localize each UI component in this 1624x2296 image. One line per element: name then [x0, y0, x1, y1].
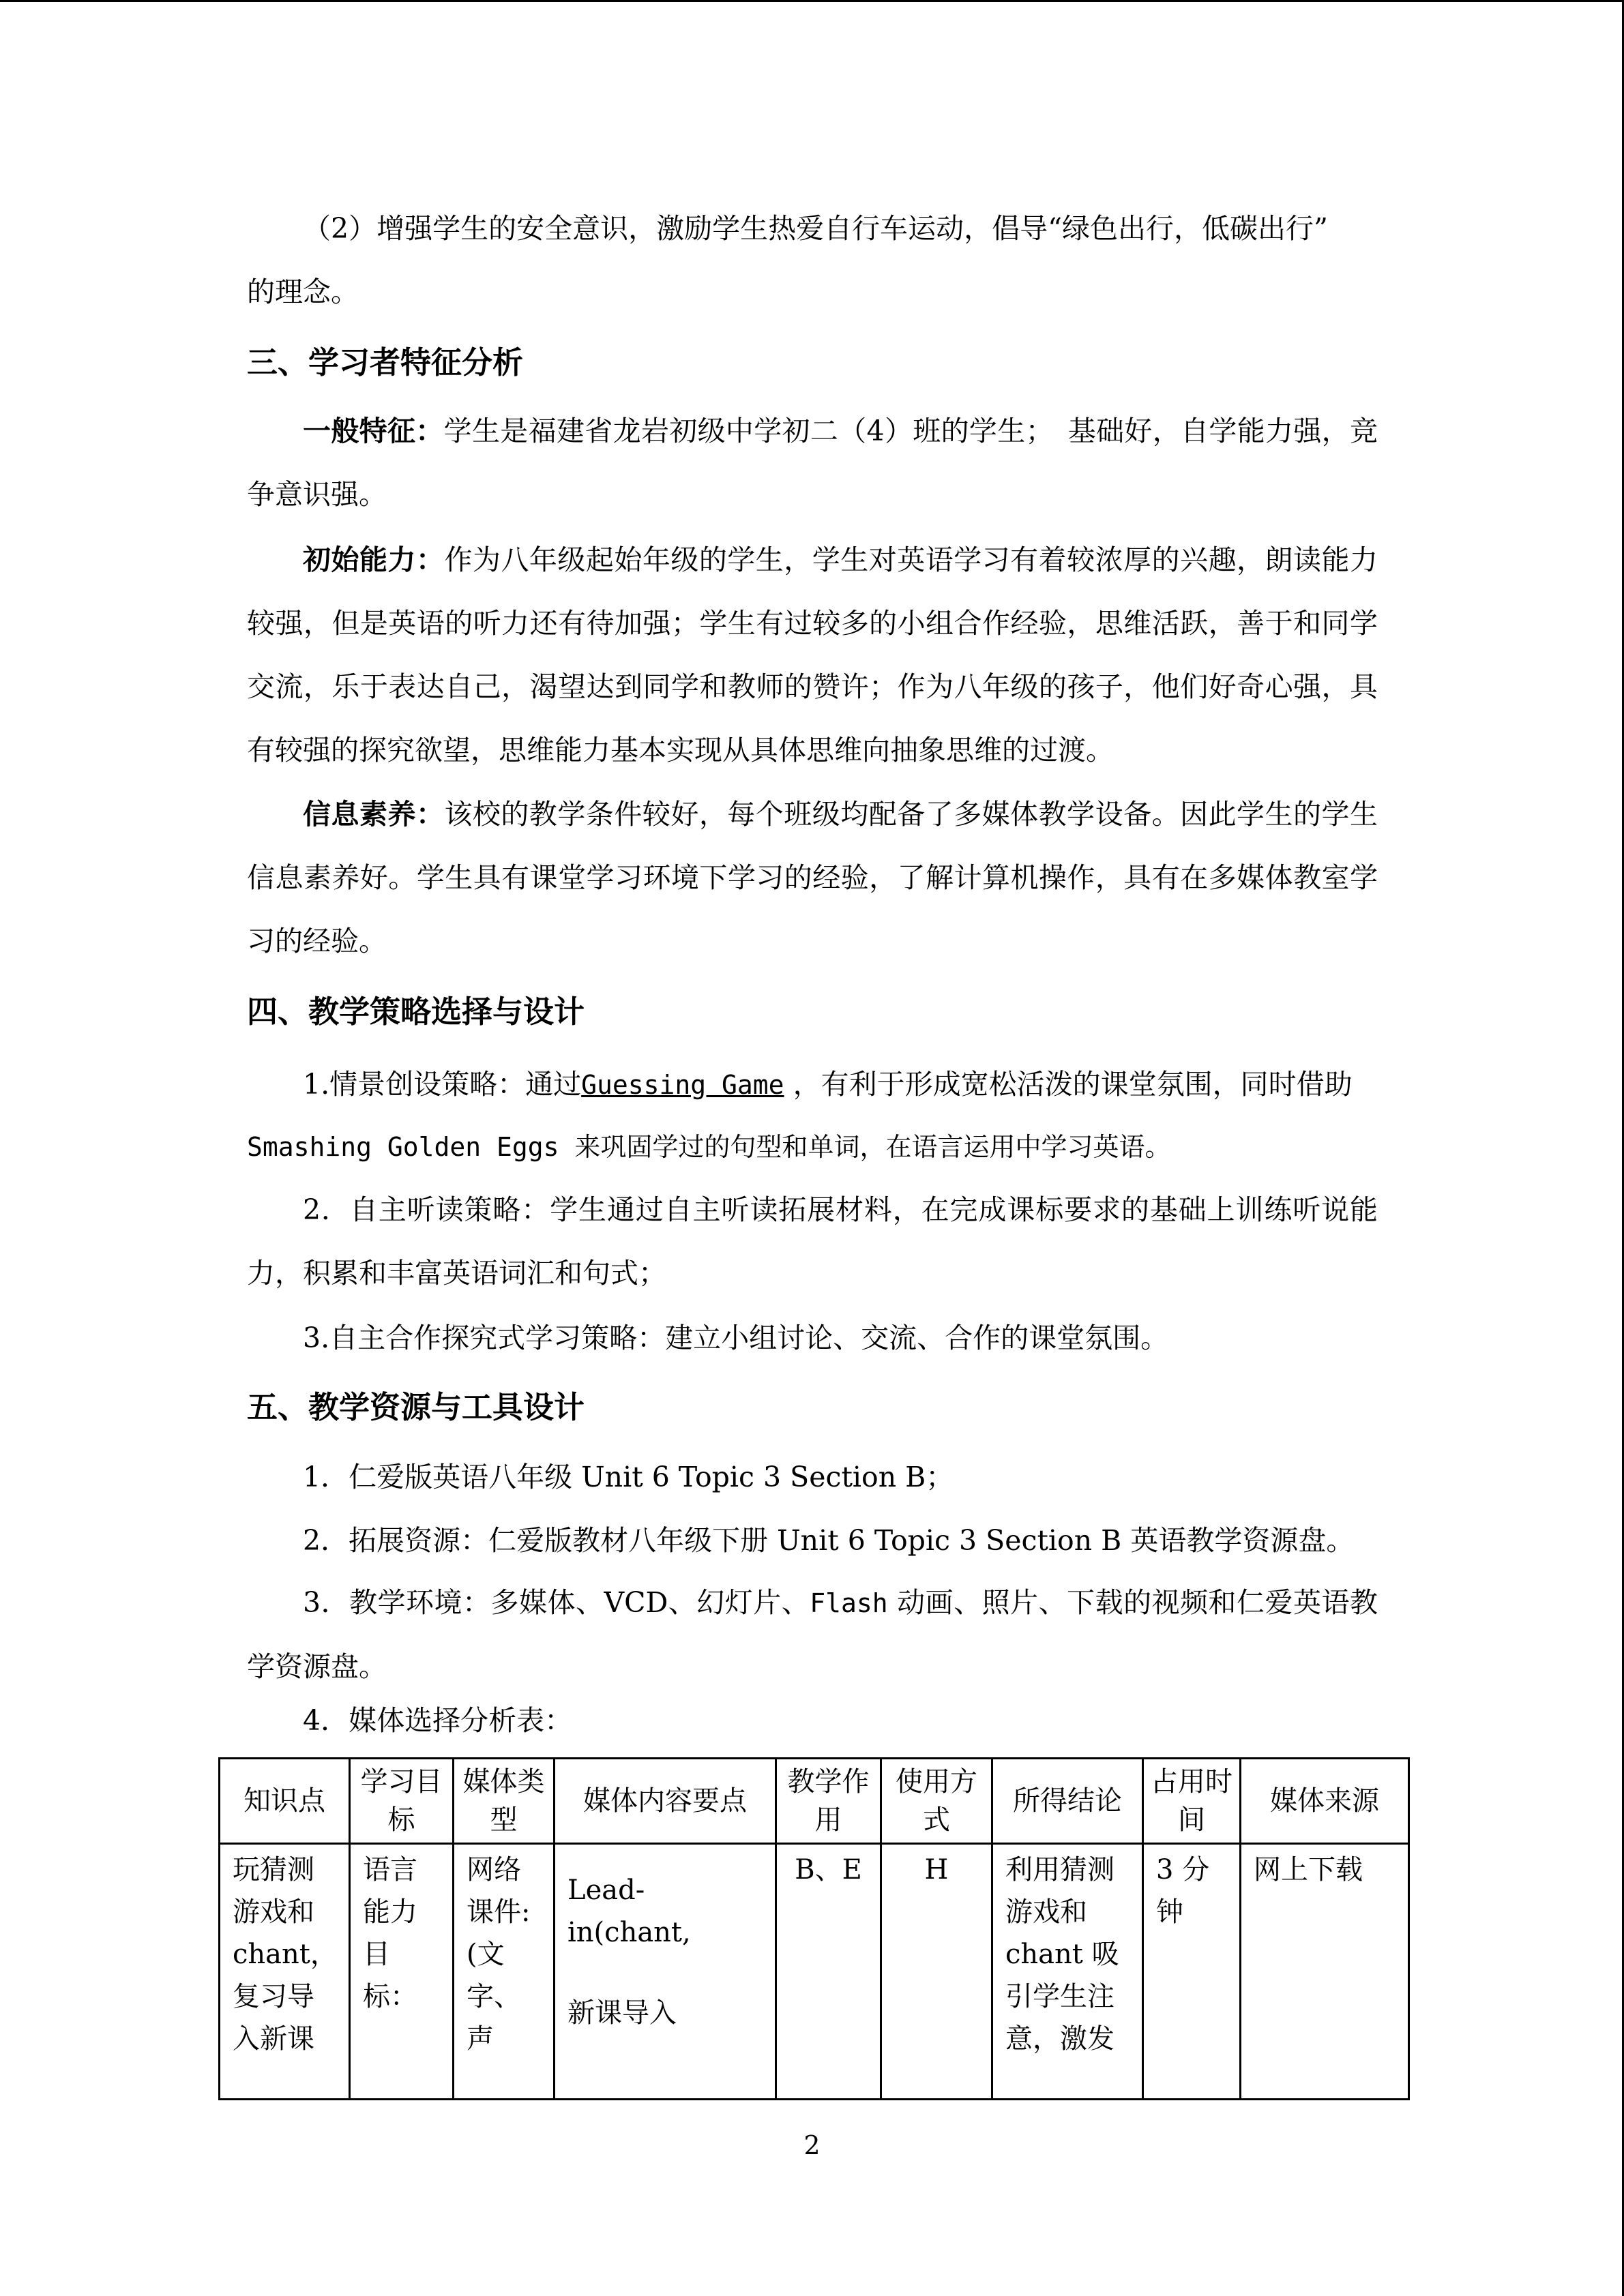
info-literacy-label: 信息素养： [303, 798, 445, 831]
header-role: 教学作用 [776, 1759, 881, 1844]
objective-item-2-line1: （2）增强学生的安全意识，激励学生热爱自行车运动，倡导“绿色出行，低碳出行” [303, 212, 1329, 245]
cell-content-line1: Lead-in(chant, [567, 1875, 691, 1948]
resource-4: 4．媒体选择分析表： [303, 1704, 573, 1737]
header-source: 媒体来源 [1241, 1759, 1409, 1844]
table-row [220, 1844, 1409, 2100]
strategy-1-rest: ，有利于形成宽松活泼的课堂氛围，同时借助 [793, 1068, 1353, 1101]
strategy-3: 3.自主合作探究式学习策略：建立小组讨论、交流、合作的课堂氛围。 [303, 1322, 1169, 1354]
info-literacy-text: 该校的教学条件较好，每个班级均配备了多媒体教学设备。因此学生的学生信息素养好。学生具有课堂学习环境下学习的经验，了解计算机操作，具有在多媒体教室学习的经验。 [247, 798, 1378, 957]
header-conclusion: 所得结论 [992, 1759, 1143, 1844]
header-content: 媒体内容要点 [555, 1759, 776, 1844]
resource-3 [247, 1571, 1378, 1699]
section3-heading: 三、学习者特征分析 [247, 344, 524, 381]
cell-content [555, 1844, 776, 2100]
header-goal: 学习目标 [350, 1759, 454, 1844]
section5-heading: 五、教学资源与工具设计 [247, 1389, 585, 1425]
cell-content-line2: 新课导入 [567, 1997, 677, 2029]
cell-role: B、E [776, 1844, 881, 2100]
cell-time: 3 分钟 [1143, 1844, 1241, 2100]
page-top-border [0, 0, 1624, 2]
media-analysis-table [218, 1757, 1410, 2100]
table-header-row [220, 1759, 1409, 1844]
cell-knowledge: 玩猜测游戏和chant，复习导入新课 [220, 1844, 350, 2100]
initial-ability-paragraph [247, 528, 1378, 782]
header-media-type: 媒体类型 [454, 1759, 555, 1844]
info-literacy-paragraph [247, 783, 1378, 973]
cell-source: 网上下载 [1241, 1844, 1409, 2100]
general-traits-text: 学生是福建省龙岩初级中学初二（4）班的学生； 基础好，自学能力强，竞争意识强。 [247, 415, 1378, 511]
strategy-1-prefix: 1.情景创设策略：通过 [303, 1068, 582, 1101]
cell-usage: H [881, 1844, 992, 2100]
cell-conclusion: 利用猜测游戏和chant 吸引学生注意，激发 [992, 1844, 1143, 2100]
objective-item-2-line2: 的理念。 [247, 275, 359, 308]
initial-ability-label: 初始能力： [303, 543, 445, 576]
general-traits-label: 一般特征： [303, 415, 444, 447]
header-usage: 使用方式 [881, 1759, 992, 1844]
guessing-game-term: Guessing Game [581, 1070, 784, 1100]
resource-3-flash: Flash [810, 1588, 888, 1618]
strategy-1-line1 [303, 1064, 1353, 1105]
resource-1: 1．仁爱版英语八年级 Unit 6 Topic 3 Section B； [303, 1461, 954, 1493]
cell-goal: 语言能力目标： [350, 1844, 454, 2100]
resource-3-rest: 动画、照片、下载的视频和仁爱英语教学资源盘。 [247, 1586, 1378, 1683]
page-number: 2 [803, 2130, 821, 2160]
section4-heading: 四、教学策略选择与设计 [247, 994, 585, 1030]
strategy-1-line2: Smashing Golden Eggs 来巩固学过的句型和单词，在语言运用中学习英语。 [247, 1132, 1171, 1162]
header-time: 占用时间 [1143, 1759, 1241, 1844]
header-knowledge: 知识点 [220, 1759, 350, 1844]
cell-media-type: 网络课件:(文字、声 [454, 1844, 555, 2100]
resource-3-prefix: 3．教学环境：多媒体、VCD、幻灯片、 [303, 1586, 810, 1619]
strategy-2: 2．自主听读策略：学生通过自主听读拓展材料，在完成课标要求的基础上训练听说能力，积累和丰富英语词汇和句式； [247, 1193, 1378, 1289]
objective-item-2 [247, 197, 1378, 324]
initial-ability-text: 作为八年级起始年级的学生，学生对英语学习有着较浓厚的兴趣，朗读能力较强，但是英语的听力还有待加强；学生有过较多的小组合作经验，思维活跃，善于和同学交流，乐于表达自己，渴望达到同学和教师的赞许；作为八年级的孩子，他们好奇心强，具有较强的探究欲望，思维能力基本实现从具体思维向抽象思维的过渡。 [247, 543, 1378, 766]
resource-2: 2．拓展资源：仁爱版教材八年级下册 Unit 6 Topic 3 Section B 英语教学资源盘。 [303, 1524, 1355, 1557]
general-traits-paragraph [247, 400, 1378, 526]
